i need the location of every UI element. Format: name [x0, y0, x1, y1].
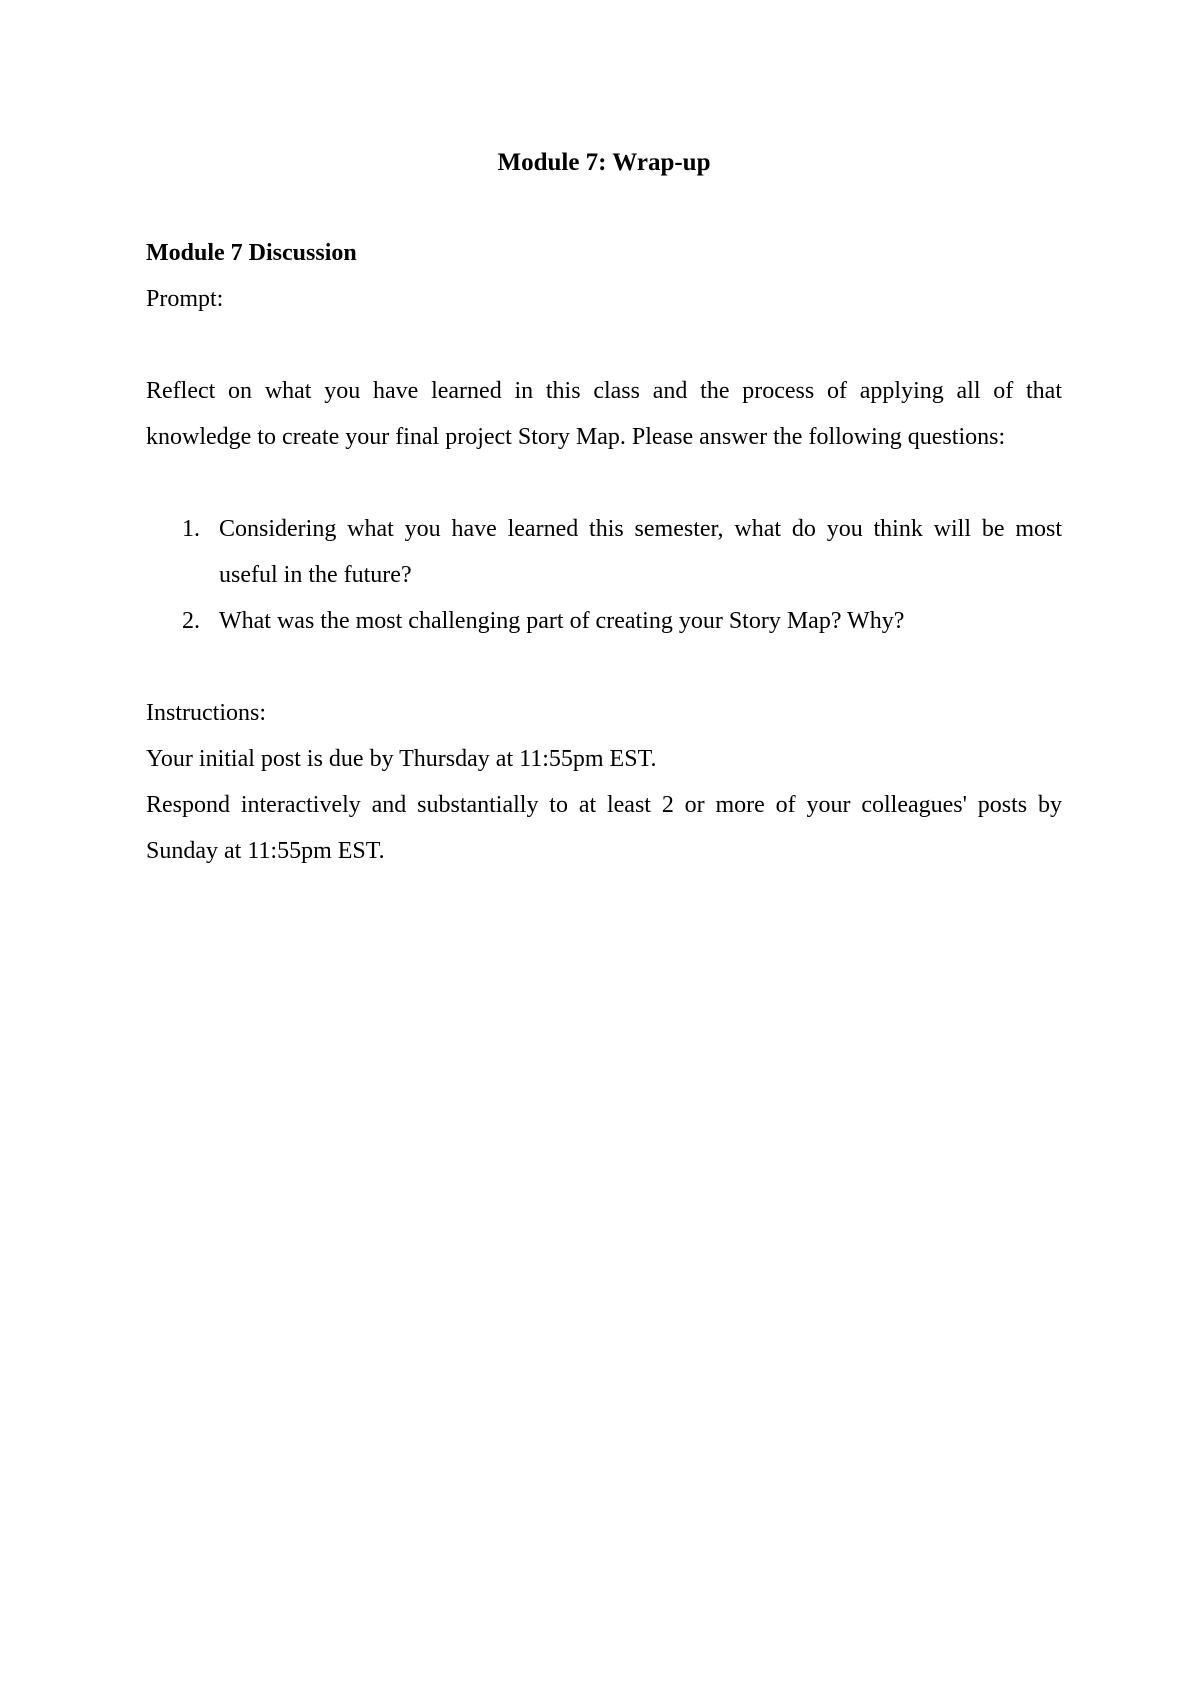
prompt-text: Reflect on what you have learned in this class and the process of applying all of that knowledge to create your final project Story Map. Please answer the following questions:: [146, 378, 1062, 450]
question-number: 2.: [182, 608, 200, 634]
list-item: [146, 506, 1062, 598]
question-number: 1.: [182, 516, 200, 542]
questions-list: [146, 506, 1062, 644]
list-item: [146, 598, 1062, 644]
spacer: [146, 322, 1062, 368]
spacer: [146, 460, 1062, 506]
document-content: [146, 140, 1062, 874]
question-text: Considering what you have learned this semester, what do you think will be most useful in the future?: [219, 516, 1062, 588]
instructions-label: Instructions:: [146, 700, 266, 726]
instruction-line: Your initial post is due by Thursday at 11:55pm EST.: [146, 746, 657, 772]
document-title: Module 7: Wrap-up: [497, 149, 711, 176]
instruction-line: Respond interactively and substantially to at least 2 or more of your colleagues' posts by Sunday at 11:55pm EST.: [146, 792, 1062, 864]
question-text: What was the most challenging part of creating your Story Map? Why?: [219, 608, 905, 634]
spacer: [146, 644, 1062, 690]
prompt-label: Prompt:: [146, 286, 224, 312]
section-heading: Module 7 Discussion: [146, 240, 357, 266]
